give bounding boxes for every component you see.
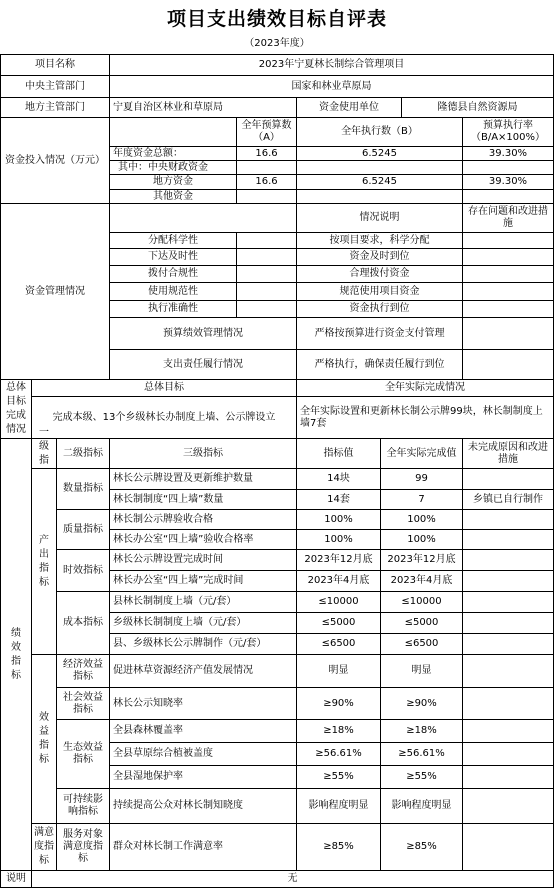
l3-item: 林长制公示牌验收合格 [109, 509, 297, 530]
mgmt-desc: 资金及时到位 [296, 248, 463, 266]
actual-value: ≤10000 [380, 591, 463, 613]
actual-value: 100% [380, 509, 463, 530]
target-value: ≥85% [296, 823, 381, 871]
actual-value: 明显 [380, 654, 463, 688]
page-subtitle: （2023年度） [244, 38, 310, 49]
l3-item: 乡级林长制制度上墙（元/套） [109, 612, 297, 634]
target-value: ≥56.61% [296, 742, 381, 766]
reason-value [462, 765, 554, 789]
l3-item: 全县湿地保护率 [109, 765, 297, 789]
reason-value [462, 591, 554, 613]
perf-header-reason: 未完成原因和改进措施 [462, 438, 554, 469]
actual-value: ≥55% [380, 765, 463, 789]
actual-value: ≥85% [380, 823, 463, 871]
l3-item: 持续提高公众对林长制知晓度 [109, 788, 297, 824]
funds-row-exec [296, 189, 463, 204]
mgmt-desc: 按项目要求，科学分配 [296, 232, 463, 249]
l3-item: 林长公示牌设置及更新维护数量 [109, 468, 297, 490]
page-title: 项目支出绩效目标自评表 [166, 8, 387, 30]
funds-row-rate [462, 160, 554, 175]
mgmt-item: 执行准确性 [109, 300, 237, 318]
funds-header-exec: 全年执行数（B） [296, 117, 463, 147]
target-value: ≤6500 [296, 633, 381, 655]
l3-item: 林长公示知晓率 [109, 687, 297, 720]
mgmt-header-desc: 情况说明 [296, 203, 463, 233]
l2-timeliness: 时效指标 [56, 549, 110, 592]
note-label: 说明 [0, 870, 32, 888]
reason-value: 乡镇已自行制作 [462, 489, 554, 510]
actual-value: 2023年12月底 [380, 549, 463, 571]
overall-label: 总体目标完成情况 [0, 379, 32, 439]
note-value: 无 [31, 870, 554, 888]
project-name-value: 2023年宁夏林长制综合管理项目 [109, 54, 554, 76]
funds-row-budget: 16.6 [236, 146, 297, 161]
funds-row-rate: 39.30% [462, 146, 554, 161]
overall-header-actual: 全年实际完成情况 [296, 379, 554, 397]
mgmt-issue [462, 349, 554, 380]
fund-unit-label: 资金使用单位 [296, 97, 402, 118]
target-value: ≤5000 [296, 612, 381, 634]
mgmt-item-spacer [236, 265, 297, 283]
target-value: 14块 [296, 468, 381, 490]
perf-header-l2: 二级指标 [56, 438, 110, 469]
funds-row-exec [296, 160, 463, 175]
mgmt-issue [462, 248, 554, 266]
funds-header-budget: 全年预算数（A） [236, 117, 297, 147]
funds-row-label: 年度资金总额： [109, 146, 237, 161]
mgmt-issue [462, 300, 554, 318]
target-value: ≥90% [296, 687, 381, 720]
funds-header-blank [109, 117, 237, 147]
target-value: ≥55% [296, 765, 381, 789]
l3-item: 全县草原综合植被盖度 [109, 742, 297, 766]
reason-value [462, 549, 554, 571]
reason-value [462, 633, 554, 655]
l3-item: 林长办公室“四上墙”完成时间 [109, 570, 297, 592]
reason-value [462, 687, 554, 720]
reason-value [462, 654, 554, 688]
reason-value [462, 529, 554, 550]
mgmt-item-spacer [236, 282, 297, 301]
actual-value: ≥56.61% [380, 742, 463, 766]
target-value: 100% [296, 509, 381, 530]
perf-header-target: 指标值 [296, 438, 381, 469]
l2-ecological: 生态效益指标 [56, 719, 110, 789]
funds-row-exec: 6.5245 [296, 146, 463, 161]
perf-header-l3: 三级指标 [109, 438, 297, 469]
funds-row-label: 其他资金 [109, 189, 237, 204]
mgmt-desc: 规范使用项目资金 [296, 282, 463, 301]
target-value: 明显 [296, 654, 381, 688]
central-dept-label: 中央主管部门 [0, 75, 110, 98]
actual-value: 影响程度明显 [380, 788, 463, 824]
overall-goal: 完成本级、13个乡级林长办制度上墙、公示牌设立 [31, 396, 297, 439]
mgmt-item-spacer [236, 248, 297, 266]
l2-cost: 成本指标 [56, 591, 110, 655]
mgmt-desc: 资金执行到位 [296, 300, 463, 318]
reason-value [462, 612, 554, 634]
mgmt-header-issues: 存在问题和改进措施 [462, 203, 554, 233]
actual-value: ≤5000 [380, 612, 463, 634]
l2-economic: 经济效益指标 [56, 654, 110, 688]
mgmt-desc: 合理拨付资金 [296, 265, 463, 283]
l1-benefit: 效益指标 [31, 654, 57, 824]
actual-value: ≥18% [380, 719, 463, 743]
mgmt-label: 资金管理情况 [0, 203, 110, 380]
mgmt-item: 分配科学性 [109, 232, 237, 249]
l3-item: 林长公示牌设置完成时间 [109, 549, 297, 571]
reason-value [462, 788, 554, 824]
reason-value [462, 719, 554, 743]
funds-row-exec: 6.5245 [296, 174, 463, 190]
l2-quantity: 数量指标 [56, 468, 110, 510]
perf-header-actual: 全年实际完成值 [380, 438, 463, 469]
mgmt-item: 使用规范性 [109, 282, 237, 301]
funds-label: 资金投入情况（万元） [0, 117, 110, 204]
mgmt-item-spacer [236, 232, 297, 249]
target-value: ≤10000 [296, 591, 381, 613]
actual-value: ≥90% [380, 687, 463, 720]
target-value: 14套 [296, 489, 381, 510]
actual-value: 7 [380, 489, 463, 510]
local-dept-value: 宁夏自治区林业和草原局 [109, 97, 297, 118]
l2-service: 服务对象满意度指标 [56, 823, 110, 871]
project-name-label: 项目名称 [0, 54, 110, 76]
target-value: 影响程度明显 [296, 788, 381, 824]
funds-row-label: 其中：中央财政资金 [109, 160, 237, 175]
central-dept-value: 国家和林业草原局 [109, 75, 554, 98]
mgmt-header-blank [109, 203, 297, 233]
l3-item: 全县森林覆盖率 [109, 719, 297, 743]
l1-output: 产出指标 [31, 468, 57, 655]
actual-value: ≤6500 [380, 633, 463, 655]
target-value: 100% [296, 529, 381, 550]
l2-sustainable: 可持续影响指标 [56, 788, 110, 824]
mgmt-desc: 严格执行，确保责任履行到位 [296, 349, 463, 380]
funds-row-budget: 16.6 [236, 174, 297, 190]
perf-label: 绩效指标 [0, 438, 32, 871]
l3-item: 林长办公室“四上墙”验收合格率 [109, 529, 297, 550]
mgmt-item: 下达及时性 [109, 248, 237, 266]
reason-value [462, 468, 554, 490]
local-dept-label: 地方主管部门 [0, 97, 110, 118]
actual-value: 99 [380, 468, 463, 490]
mgmt-issue [462, 232, 554, 249]
mgmt-issue [462, 317, 554, 350]
funds-row-rate [462, 189, 554, 204]
mgmt-desc: 严格按预算进行资金支付管理 [296, 317, 463, 350]
mgmt-item-spacer [236, 300, 297, 318]
overall-header-goal: 总体目标 [31, 379, 297, 397]
mgmt-item: 预算绩效管理情况 [109, 317, 297, 350]
l2-quality: 质量指标 [56, 509, 110, 550]
overall-actual: 全年实际设置和更新林长制公示牌99块，林长制制度上墙7套 [296, 396, 554, 439]
target-value: 2023年12月底 [296, 549, 381, 571]
reason-value [462, 509, 554, 530]
target-value: 2023年4月底 [296, 570, 381, 592]
l3-item: 县、乡级林长公示牌制作（元/套） [109, 633, 297, 655]
actual-value: 100% [380, 529, 463, 550]
perf-header-l1: 级指 [31, 438, 57, 469]
l3-item: 促进林草资源经济产值发展情况 [109, 654, 297, 688]
funds-row-budget [236, 189, 297, 204]
funds-header-rate: 预算执行率（B/A×100%） [462, 117, 554, 147]
funds-row-rate: 39.30% [462, 174, 554, 190]
l3-item: 林长制制度“四上墙”数量 [109, 489, 297, 510]
reason-value [462, 823, 554, 871]
target-value: ≥18% [296, 719, 381, 743]
fund-unit-value: 隆德县自然资源局 [401, 97, 554, 118]
l3-item: 群众对林长制工作满意率 [109, 823, 297, 871]
funds-row-budget [236, 160, 297, 175]
reason-value [462, 570, 554, 592]
l3-item: 县林长制制度上墙（元/套） [109, 591, 297, 613]
l2-social: 社会效益指标 [56, 687, 110, 720]
funds-row-label: 地方资金 [109, 174, 237, 190]
actual-value: 2023年4月底 [380, 570, 463, 592]
reason-value [462, 742, 554, 766]
mgmt-item: 支出责任履行情况 [109, 349, 297, 380]
mgmt-item: 拨付合规性 [109, 265, 237, 283]
mgmt-issue [462, 265, 554, 283]
mgmt-issue [462, 282, 554, 301]
l1-satisfaction: 满意度指标 [31, 823, 57, 871]
